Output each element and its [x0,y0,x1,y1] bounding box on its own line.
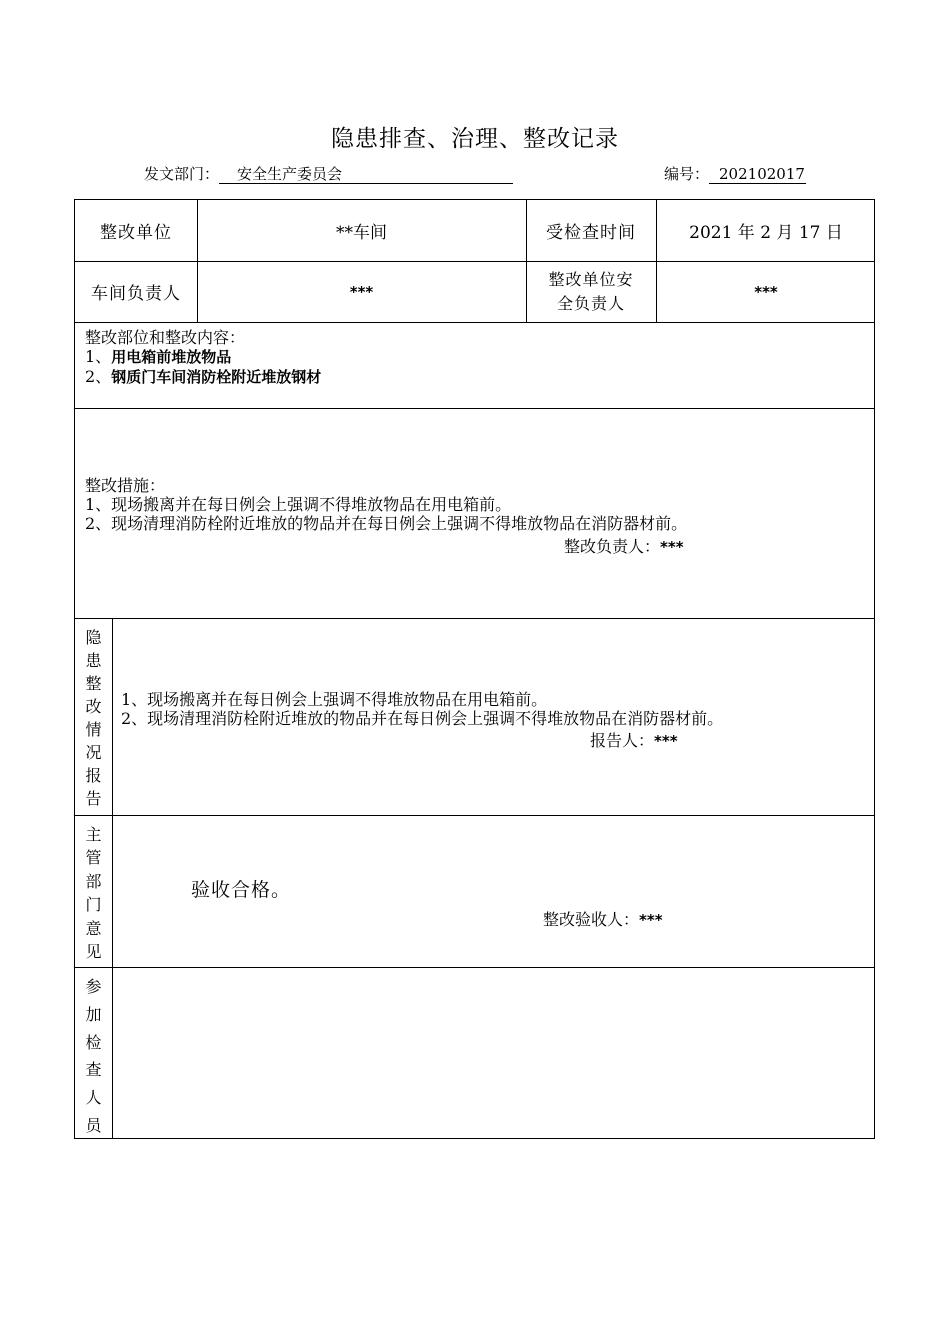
measures-signature [564,534,684,557]
content-item: 1、用电箱前堆放物品 [85,347,232,366]
report-content [121,690,723,728]
workshop-lead-value: *** [349,282,374,301]
document-number [664,163,806,184]
safety-lead-label-line2: 全负责人 [556,293,625,313]
workshop-lead-label: 车间负责人 [91,284,181,304]
report-line: 2、现场清理消防栓附近堆放的物品并在每日例会上强调不得堆放物品在消防器材前。 [121,709,724,728]
measures-line: 2、现场清理消防栓附近堆放的物品并在每日例会上强调不得堆放物品在消防器材前。 [85,514,688,533]
number-value: 202102017 [709,165,806,184]
report-sign-value: *** [654,732,678,750]
participants-label: 参 加 检 查 人 员 [85,977,102,1135]
report-label: 隐 患 整 改 情 况 报 告 [85,628,102,808]
rectification-content [85,328,321,387]
opinion-sign-label: 整改验收人： [543,910,640,929]
department-value: 安全生产委员会 [219,165,513,184]
record-table [74,199,875,1139]
row-divider [75,322,874,323]
row-divider [75,967,874,968]
measures-sign-label: 整改负责人： [564,537,661,556]
report-line: 1、现场搬离并在每日例会上强调不得堆放物品在用电箱前。 [121,690,548,709]
unit-value: **车间 [336,223,387,243]
measures-line: 1、现场搬离并在每日例会上强调不得堆放物品在用电箱前。 [85,495,512,514]
opinion-sign-value: *** [639,911,663,929]
report-sign-label: 报告人： [590,731,655,750]
issuing-department [144,163,513,184]
row-divider [75,815,874,816]
report-signature [590,728,678,751]
safety-lead-label [526,261,656,322]
page-title: 隐患排查、治理、整改记录 [331,126,619,152]
column-divider [112,618,113,1139]
measures-heading: 整改措施： [85,476,166,495]
row-divider [75,618,874,619]
safety-lead-label-line1: 整改单位安 [548,269,634,289]
content-item: 2、钢质门车间消防栓附近堆放钢材 [85,367,322,386]
unit-label: 整改单位 [100,223,172,243]
inspect-time-value: 2021 年 2 月 17 日 [689,223,843,243]
opinion-signature [543,907,663,930]
rectification-measures [85,476,687,533]
content-heading: 整改部位和整改内容： [85,328,246,347]
inspect-time-label: 受检查时间 [546,223,636,243]
safety-lead-value: *** [754,282,778,301]
opinion-label: 主 管 部 门 意 见 [85,825,102,961]
measures-sign-value: *** [660,538,684,556]
department-label: 发文部门： [144,165,220,183]
opinion-text: 验收合格。 [191,879,292,901]
row-divider [75,408,874,409]
number-label: 编号： [664,165,710,183]
